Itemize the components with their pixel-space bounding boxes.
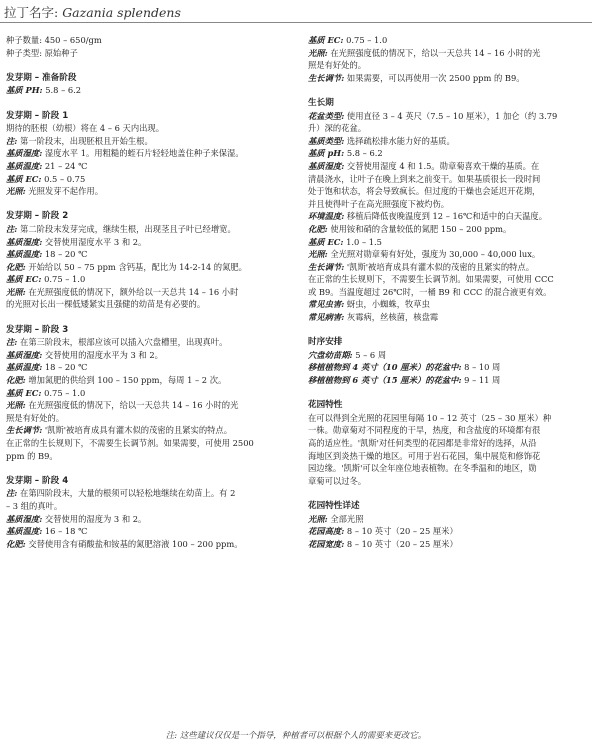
seed-type-row: [6, 47, 292, 60]
latin-name-title: [4, 3, 181, 21]
seed-type-label: 种子类型:: [6, 47, 42, 58]
env-temp-label: 环境温度:: [308, 211, 345, 222]
seed-count-label: 种子数量:: [6, 35, 42, 45]
stage-2-ec-row: [6, 273, 292, 286]
growth-regulation-text-3: 或 B9。当温度超过 26℃时，一桶 B9 和 CCC 的混合液更有效。: [308, 286, 552, 297]
garden-heading: 花园特性: [308, 400, 343, 411]
pot-type-text-2: 升）深的花盆。: [308, 123, 367, 134]
detail-width-label: 花园宽度:: [308, 538, 345, 549]
pot-type-text-1: 使用直径 3 – 4 英尺（7.5 – 10 厘米），1 加仑（约 3.79: [346, 110, 558, 121]
substrate-humidity-text-4: 并且使得叶子在高光照强度下被灼伤。: [308, 198, 450, 209]
stage-2-temp-label: 基质温度:: [6, 249, 43, 260]
stage-3-ec-value: 0.75 – 1.0: [44, 387, 86, 398]
garden-text-5: 园边缘。'凯斯'可以全年座位地表植物。在冬季温和的地区，勋: [308, 463, 537, 474]
stage-4-growth-label: 生长调节:: [308, 72, 345, 83]
stage-3-light-row: [6, 399, 292, 412]
stage-3-growth-row: [6, 424, 292, 437]
pests-row: [308, 298, 588, 311]
stage-3-light-text-2: 照是有好处的。: [6, 412, 65, 423]
stage-3-ec-label: 基质 EC:: [6, 387, 42, 398]
stage-4-note-text-1: 在第四阶段末，大量的根须可以轻松地继续在幼苗上。有 2: [20, 488, 236, 499]
timing-value-2: 8 – 10 周: [464, 362, 501, 373]
stage-3-light-text-1: 在光照强度低的情况下，给以一天总共 14 – 16 小时的光: [28, 400, 239, 411]
stage-4-note-row: [6, 487, 292, 500]
substrate-ph-row: [308, 147, 588, 160]
stage-1-note-label: 注:: [6, 135, 18, 146]
stage-2-light-row: [6, 286, 292, 299]
stage-3-humidity-row: [6, 349, 292, 362]
substrate-humidity-text-2: 清晨浇水，让叶子在晚上到来之前变干。如果基质很长一段时间: [308, 173, 541, 184]
stage-1-heading: 发芽期 – 阶段 1: [6, 110, 69, 121]
growth-heading: 生长期: [308, 97, 334, 108]
left-column: [6, 34, 292, 550]
stage-3-light-label: 光照:: [6, 400, 26, 411]
timing-row-1: [308, 349, 588, 362]
stage-4-temp-row: [6, 525, 292, 538]
substrate-type-text: 选择疏松排水能力好的基质。: [346, 135, 455, 146]
stage-2-ec-value: 0.75 – 1.0: [44, 274, 86, 285]
stage-4-note-text-2: – 3 组的真叶。: [6, 500, 63, 511]
substrate-type-label: 基质类型:: [308, 135, 345, 146]
stage-4-temp-value: 16 – 18 ℃: [44, 526, 88, 537]
growth-light-text: 全光照对勋章菊有好处，强度为 30,000 – 40,000 lux。: [330, 249, 541, 260]
detail-width-row: [308, 538, 588, 551]
pot-type-label: 花盆类型:: [308, 110, 345, 121]
footer-note: 注: 这些建议仅仅是一个指导，种植者可以根据个人的需要来更改它。: [165, 731, 427, 741]
stage-1-temp-label: 基质温度:: [6, 160, 43, 171]
germination-ph-value: 5.8 – 6.2: [45, 85, 82, 96]
stage-3-growth-label: 生长调节:: [6, 425, 43, 436]
seed-type-value: 原始种子: [44, 47, 78, 58]
stage-3-note-row: [6, 336, 292, 349]
stage-2-fert-label: 化肥:: [6, 261, 26, 272]
stage-4-light-row: [308, 47, 588, 60]
stage-3-growth-text-2: 在正常的生长规则下，不需要生长调节剂。如果需要，可使用 2500: [6, 438, 254, 448]
stage-1-humidity-text: 湿度水平 1。用粗糙的蛭石片轻轻地盖住种子来保湿。: [44, 148, 244, 159]
garden-text-1: 在可以得到全光照的花园里每隔 10 – 12 英寸（25 – 30 厘米）种: [308, 412, 552, 423]
stage-2-temp-row: [6, 248, 292, 261]
stage-3-ec-row: [6, 387, 292, 400]
timing-value-3: 9 – 11 周: [464, 375, 501, 386]
garden-text-3: 高的适应性。'凯斯'对任何类型的花园都是非常好的选择，从沿: [308, 438, 537, 448]
stage-4-humidity-text: 交替使用的湿度为 3 和 2。: [44, 513, 147, 524]
stage-2-heading: 发芽期 – 阶段 2: [6, 211, 69, 222]
detail-height-label: 花园高度:: [308, 526, 345, 537]
substrate-humidity-row: [308, 160, 588, 173]
stage-2-light-label: 光照:: [6, 286, 26, 297]
growth-fert-row: [308, 223, 588, 236]
stage-2-fert-row: [6, 261, 292, 274]
stage-2-temp-value: 18 – 20 ℃: [44, 249, 88, 260]
stage-3-heading: 发芽期 – 阶段 3: [6, 324, 69, 335]
timing-heading: 时序安排: [308, 337, 343, 348]
growth-regulation-text-2: 在正常的生长规则下，不需要生长调节剂。如果需要，可使用 CCC: [308, 274, 554, 285]
garden-text-4: 海地区到炎热干燥的地区。可用于岩石花园，集中展览和修饰花: [308, 450, 541, 461]
stage-2-light-text-1: 在光照强度低的情况下，额外给以一天总共 14 – 16 小时: [28, 286, 239, 297]
stage-3-fert-row: [6, 374, 292, 387]
stage-4-fert-text: 交替使用含有硝酸盐和铵基的氮肥溶液 100 – 200 ppm。: [28, 538, 243, 549]
latin-name-value: Gazania splendens: [62, 5, 181, 20]
stage-4-growth-text: 如果需要，可以再使用一次 2500 ppm 的 B9。: [346, 72, 525, 83]
stage-4-ec-value: 0.75 – 1.0: [346, 35, 388, 45]
germination-ph-label: 基质 PH:: [6, 85, 43, 96]
timing-value-1: 5 – 6 周: [355, 349, 387, 360]
stage-3-fert-text: 增加氮肥的供给到 100 – 150 ppm，每周 1 – 2 次。: [28, 375, 227, 386]
stage-4-humidity-label: 基质湿度:: [6, 513, 43, 524]
detail-width-value: 8 – 10 英寸（20 – 25 厘米）: [346, 538, 458, 549]
growth-fert-text: 使用铵和硝的含量较低的氮肥 150 – 200 ppm。: [330, 223, 512, 234]
stage-4-fert-row: [6, 538, 292, 551]
growth-regulation-label: 生长调节:: [308, 261, 345, 272]
stage-3-humidity-text: 交替使用的湿度水平为 3 和 2。: [44, 349, 163, 360]
stage-4-light-text-2: 照是有好处的。: [308, 60, 367, 71]
latin-name-prefix: 拉丁名字:: [4, 5, 63, 20]
page-header: [0, 0, 592, 23]
stage-2-ec-label: 基质 EC:: [6, 274, 42, 285]
pests-label: 常见虫害:: [308, 299, 345, 310]
stage-2-note-text: 第二阶段末发芽完成，继续生根，出现茎且子叶已经增宽。: [20, 223, 236, 234]
growth-regulation-text-1: '凯斯'被培育成具有灌木似的茂密的且紧实的特点。: [346, 261, 535, 272]
stage-1-temp-value: 21 – 24 ℃: [44, 160, 88, 171]
stage-2-humidity-row: [6, 236, 292, 249]
growth-regulation-row: [308, 261, 588, 274]
stage-2-note-row: [6, 223, 292, 236]
stage-1-light-label: 光照:: [6, 186, 26, 197]
substrate-humidity-text-1: 交替使用湿度 4 和 1.5。勋章菊喜欢干燥的基质。在: [346, 160, 540, 171]
stage-1-humidity-label: 基质湿度:: [6, 148, 43, 159]
substrate-humidity-text-3: 处于饱和状态，将会导致疯长。但过度的干燥也会延迟开花期，: [308, 186, 541, 197]
pot-type-row: [308, 110, 588, 123]
stage-3-note-label: 注:: [6, 337, 18, 348]
stage-1-light-text: 光照发芽不起作用。: [28, 186, 103, 197]
growth-fert-label: 化肥:: [308, 223, 328, 234]
stage-4-fert-label: 化肥:: [6, 538, 26, 549]
timing-row-2: [308, 361, 588, 374]
stage-2-fert-text: 开始给以 50 – 75 ppm 含钙基，配比为 14-2-14 的氮肥。: [28, 261, 247, 272]
growth-ec-row: [308, 236, 588, 249]
germination-ph-row: [6, 84, 292, 97]
stage-1-ec-value: 0.5 – 0.75: [44, 173, 86, 184]
garden-detail-heading: 花园特性详述: [308, 500, 360, 511]
stage-3-temp-row: [6, 361, 292, 374]
stage-1-humidity-row: [6, 147, 292, 160]
stage-2-humidity-text: 交替使用湿度水平 3 和 2。: [44, 236, 147, 247]
stage-1-temp-row: [6, 160, 292, 173]
pests-text: 蚜虫，小蜘蛛，牧草虫: [346, 299, 430, 310]
detail-height-row: [308, 525, 588, 538]
stage-2-note-label: 注:: [6, 223, 18, 234]
disease-row: [308, 311, 588, 324]
stage-3-humidity-label: 基质湿度:: [6, 349, 43, 360]
seed-count-row: [6, 34, 292, 47]
timing-label-2: 移植植物到 4 英寸（10 厘米）的花盆中:: [308, 362, 462, 373]
substrate-humidity-label: 基质湿度:: [308, 160, 345, 171]
stage-1-ec-label: 基质 EC:: [6, 173, 42, 184]
garden-text-6: 章菊可以过冬。: [308, 475, 367, 486]
stage-3-temp-label: 基质温度:: [6, 362, 43, 373]
stage-1-ec-row: [6, 173, 292, 186]
stage-2-humidity-label: 基质湿度:: [6, 236, 43, 247]
stage-3-growth-text-3: ppm 的 B9。: [6, 450, 58, 461]
disease-text: 灰霉病，丝核菌，核盘霉: [346, 312, 439, 323]
stage-3-fert-label: 化肥:: [6, 375, 26, 386]
detail-light-value: 全部光照: [330, 513, 364, 524]
stage-4-humidity-row: [6, 513, 292, 526]
stage-3-note-text: 在第三阶段末，根部应该可以插入穴盘槽里，出现真叶。: [20, 337, 228, 348]
stage-4-ec-row: [308, 34, 588, 47]
timing-row-3: [308, 374, 588, 387]
stage-4-heading: 发芽期 – 阶段 4: [6, 475, 69, 486]
stage-4-light-text-1: 在光照强度低的情况下，给以一天总共 14 – 16 小时的光: [330, 47, 541, 58]
right-column: [308, 34, 588, 550]
growth-light-label: 光照:: [308, 249, 328, 260]
growth-ec-label: 基质 EC:: [308, 236, 344, 247]
stage-1-light-row: [6, 185, 292, 198]
stage-4-ec-label: 基质 EC:: [308, 35, 344, 45]
stage-1-note-text: 第一阶段末，出现胚根且开始生根。: [20, 135, 153, 146]
stage-4-growth-row: [308, 72, 588, 85]
stage-4-temp-label: 基质温度:: [6, 526, 43, 537]
growth-ec-value: 1.0 – 1.5: [346, 236, 382, 247]
timing-label-3: 移植植物到 6 英寸（15 厘米）的花盆中:: [308, 375, 462, 386]
stage-4-note-label: 注:: [6, 488, 18, 499]
substrate-ph-value: 5.8 – 6.2: [346, 148, 383, 159]
stage-2-light-text-2: 的光照对长出一棵低矮紧实且强健的幼苗是有必要的。: [6, 299, 206, 310]
growth-light-row: [308, 248, 588, 261]
detail-light-row: [308, 513, 588, 526]
germination-prep-heading: 发芽期 – 准备阶段: [6, 72, 77, 83]
detail-height-value: 8 – 10 英寸（20 – 25 厘米）: [346, 526, 458, 537]
stage-3-temp-value: 18 – 20 ℃: [44, 362, 88, 373]
env-temp-text: 移植后降低夜晚温度到 12 – 16℃和适中的白天温度。: [346, 211, 548, 222]
seed-count-value: 450 – 650/gm: [44, 35, 102, 45]
stage-4-light-label: 光照:: [308, 47, 328, 58]
stage-1-intro: 期待的胚根（幼根）将在 4 – 6 天内出现。: [6, 123, 165, 134]
substrate-type-row: [308, 135, 588, 148]
detail-light-label: 光照:: [308, 513, 328, 524]
timing-label-1: 穴盘幼苗期:: [308, 349, 353, 360]
env-temp-row: [308, 210, 588, 223]
disease-label: 常见病害:: [308, 312, 345, 323]
stage-3-growth-text-1: '凯斯'被培育成具有灌木似的茂密的且紧实的特点。: [44, 425, 233, 436]
substrate-ph-label: 基质 pH:: [308, 148, 345, 159]
garden-text-2: 一株。勋章菊对不同程度的干旱，热度，和含盐度的环境都有很: [308, 425, 541, 436]
stage-1-note-row: [6, 135, 292, 148]
